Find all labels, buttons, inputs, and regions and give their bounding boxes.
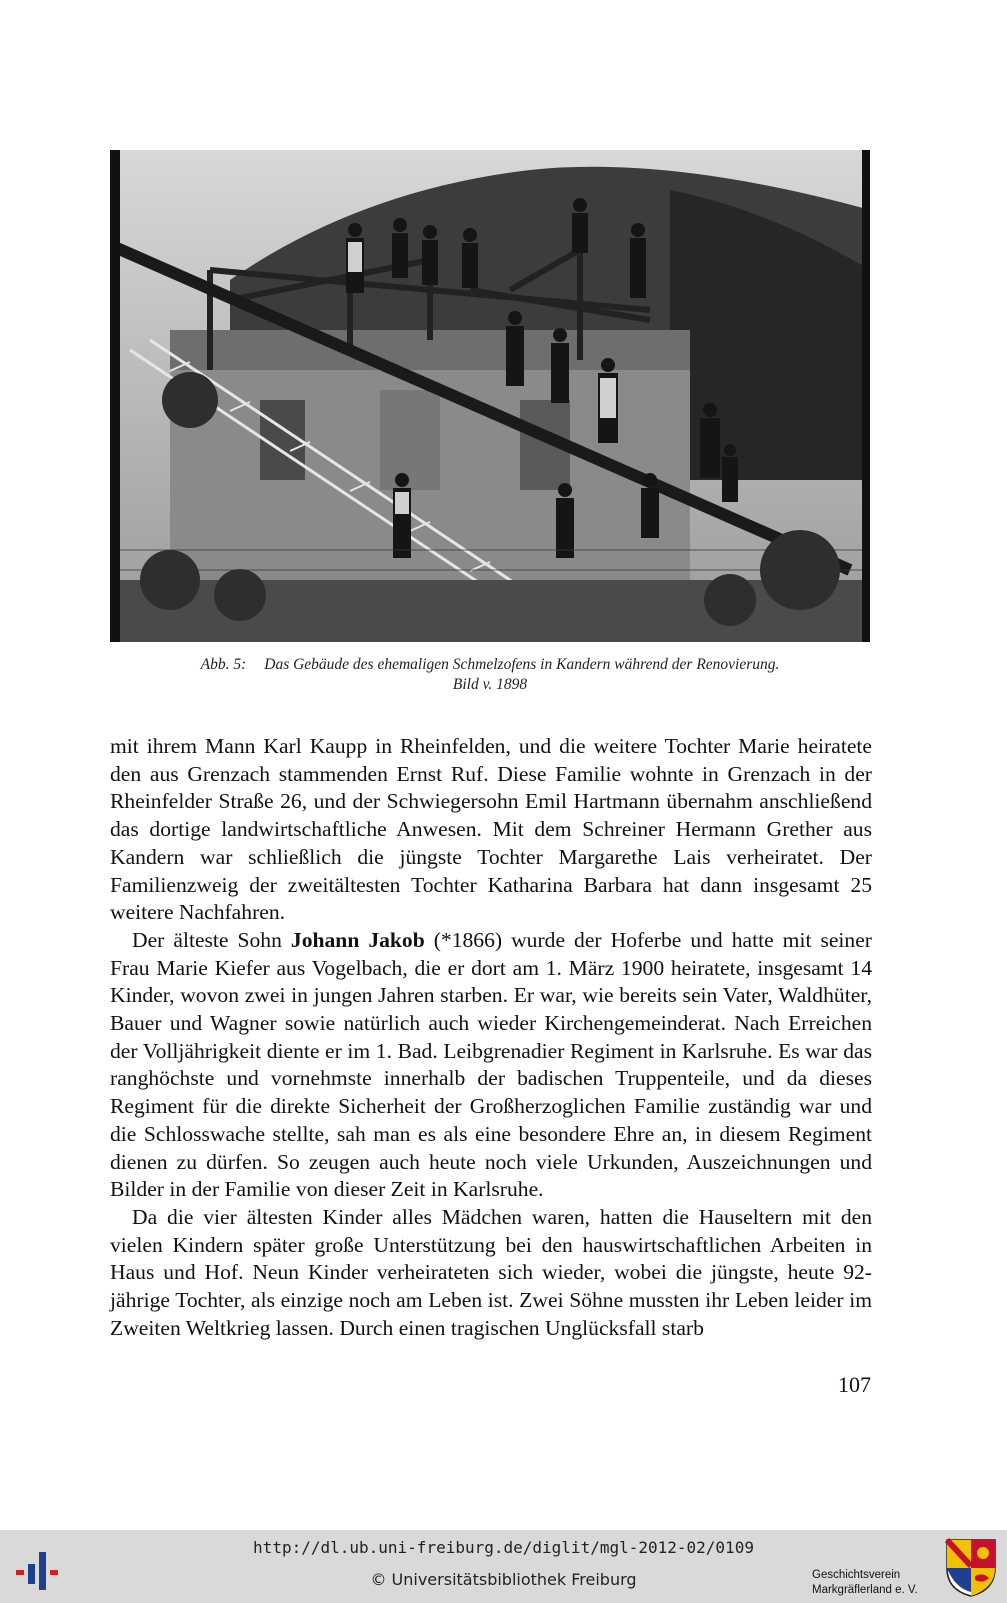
- footer-copyright: © Universitätsbibliothek Freiburg: [370, 1570, 637, 1589]
- caption-line-1: [110, 655, 870, 675]
- body-text: [110, 733, 872, 1342]
- historic-photograph: [110, 150, 870, 642]
- footer-url-link[interactable]: http://dl.ub.uni-freiburg.de/diglit/mgl-2012-02/0109: [253, 1538, 754, 1557]
- caption-line-2: Bild v. 1898: [452, 676, 528, 693]
- org-line-2: Markgräflerland e. V.: [812, 1584, 918, 1596]
- paragraph-3: Da die vier ältesten Kinder alles Mädchen waren, hatten die Hauseltern mit den vielen Kindern später große Unterstützung bei den hauswirtschaftlichen Arbeiten in Haus und Hof. Neun Kinder verheirateten sich wieder, wobei die jüngste, heute 92-jährige Tochter, als einzige noch am Leben ist. Zwei Söhne mussten ihr Leben leider im Zweiten Weltkrieg lassen. Durch einen tragischen Unglücksfall starb: [110, 1204, 872, 1340]
- coat-of-arms-icon: [945, 1538, 997, 1598]
- footer-organization: [812, 1568, 942, 1598]
- figure-caption: [110, 655, 870, 695]
- footer-bar: [0, 1530, 1007, 1603]
- paragraph-2-name: Johann Jakob: [290, 927, 425, 952]
- org-line-1: Geschichtsverein: [812, 1569, 901, 1581]
- paragraph-2-start: Der älteste Sohn: [132, 927, 291, 952]
- photograph-illustration: [110, 150, 870, 642]
- paragraph-2-rest: (*1866) wurde der Hoferbe und hatte mit seiner Frau Marie Kiefer aus Vogelbach, die er dort am 1. März 1900 heiratete, insgesamt 14 Kinder, wovon zwei in jungen Jahren starben. Er war, wie bereits sein Vater, Waldhüter, Bauer und Wagner sowie natürlich auch wieder Kirchengemeinderat. Nach Erreichen der Volljährigkeit diente er im 1. Bad. Leibgrenadier Regiment in Karlsruhe. Es war das ranghöchste und vornehmste innerhalb der badischen Truppenteile, und da dieses Regiment für die direkte Sicherheit der Großherzoglichen Familie zuständig war und die Schlosswache stellte, sah man es als eine besondere Ehre an, in diesem Regiment dienen zu dürfen. So zeugen auch heute noch viele Urkunden, Auszeichnungen und Bilder in der Familie von dieser Zeit in Karlsruhe.: [110, 927, 873, 1202]
- caption-label: Abb. 5:: [200, 656, 247, 673]
- paragraph-1: mit ihrem Mann Karl Kaupp in Rheinfelden, und die weitere Tochter Marie heiratete den aus Grenzach stammenden Ernst Ruf. Diese Familie wohnte in Grenzach in der Rheinfelder Straße 26, und der Schwiegersohn Emil Hartmann übernahm anschließend das dortige landwirtschaftliche Anwesen. Mit dem Schreiner Hermann Grether aus Kandern war schließlich die jüngste Tochter Margarethe Lais verheiratet. Der Familienzweig der zweitältesten Tochter Katharina Barbara hat dann insgesamt 25 weitere Nachfahren.: [110, 734, 872, 925]
- page-number: 107: [838, 1372, 871, 1397]
- paragraph-2: [110, 927, 872, 1204]
- caption-text: Das Gebäude des ehemaligen Schmelzofens in Kandern während der Renovierung.: [264, 656, 780, 673]
